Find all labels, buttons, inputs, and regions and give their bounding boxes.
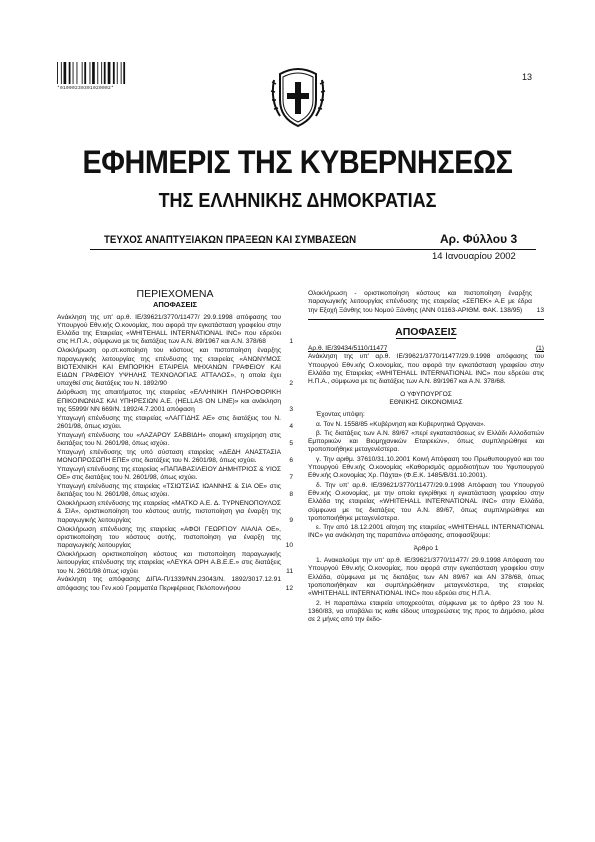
toc-text: Υπαγωγή επένδυσης της εταιρείας «ΛΑΓΓΙΔΗΣ ΑΕ» στις διατάξεις του Ν. 2601/98, όπως ισχύει. <box>57 414 281 430</box>
recital-paragraph: δ. Την υπ' αρ.θ. ΙΕ/39621/3770/11477/29.9.1998 Απόφαση του Υπουργού Εθν.κής Ο.κονομίας, με την οποία εγκρίθηκε η εγκατάσταση γραφείου στην Ελλάδα της εταιρείας «WHITEHALL INTERNATIONAL INC» στην Ελλάδα, σύμφωνα με τις διατάξεις του Α.Ν. 89/67, όπως συμπληρώθηκε και τροποποιήθηκε μεταγενέστερα. <box>308 481 544 522</box>
toc-page: 1 <box>289 338 293 346</box>
toc-text: Ανάκληση της υπ' αρ.θ. ΙΕ/39621/3770/11477/ 29.9.1998 απόφασης του Υπουργού Εθν.κής Ο.κονομίας, που αφορά την εγκατάσταση γραφείου στην Ελλάδα της Εταιρείας «WHITEHALL INTERNATIONAL INC» που εδρεύει στις Η.Π.Α., σύμφωνα με τις διατάξεις των Α.Ν. 89/1967 και Α.Ν. 378/68 <box>57 313 281 346</box>
contents-subheading: ΑΠΟΦΑΣΕΙΣ <box>152 300 198 310</box>
contents-list <box>57 314 293 593</box>
list-item <box>57 347 293 388</box>
barcode-bar <box>69 62 71 84</box>
toc-page: 2 <box>289 380 293 388</box>
list-item <box>57 415 293 432</box>
list-item <box>57 576 293 593</box>
coat-of-arms-emblem <box>270 66 326 130</box>
list-item <box>57 500 293 525</box>
sheet-label: Αρ. Φύλλου <box>440 232 508 246</box>
article-paragraph: 1. Ανακαλούμε την υπ' αρ.θ. ΙΕ/39621/3770/11477/ 29.9.1998 Απόφαση του Υπουργού Εθν.κής Ο.κονομίας, που αφορά στην εγκατάσταση γραφείου στην Ελλάδα, σύμφωνα με τις διατάξεις των ΑΝ 89/67 και ΑΝ 378/68, όπως τροποποιήθηκαν και συμπληρώθηκαν μεταγενέστερα, της εταιρείας «WHITEHALL INTERNATIONAL INC» που εδρεύει στις Η.Π.Α. <box>308 557 544 598</box>
decisions-heading: ΑΠΟΦΑΣΕΙΣ <box>395 325 457 338</box>
recital-paragraph: β. Τις διατάξεις των Α.Ν. 89/67 «περί εγκαταστάσεως εν Ελλάδι Αλλοδαπών Εμπορικών και Βιομηχανικών Εταιρειών», όπως συμπληρώθηκε και τροποποιήθηκε μεταγενέστερα. <box>308 429 544 454</box>
barcode-bar <box>92 62 95 84</box>
divider <box>308 319 544 320</box>
barcode-bar <box>117 62 118 84</box>
barcode-bar <box>108 62 111 84</box>
list-item <box>57 449 293 466</box>
barcode-bar <box>113 62 115 84</box>
toc-text: Διόρθωση της απαιτήματος της εταιρείας «ΕΛΛΗΝΙΚΗ ΠΛΗΡΟΦΟΡΙΚΗ ΕΠΙΚΟΙΝΩΝΙΑΣ ΚΑΙ ΥΠΗΡΕΣΙΩΝ Α.Ε. (HELLAS ON LINE)» και ανάκληση της 55999/ ΝΝ 669/Ν. 1892/4.7.2001 απόφαση <box>57 389 281 413</box>
recital-paragraph: γ. Την αριθμ. 37610/31.10.2001 Κοινή Απόφαση του Πρωθυπουργού και του Υπουργού Εθν.κής Ο.κονομίας «Καθορισμός αρμοδιοτήτων του Υφυπουργού Εθν.κής Ο.κονομίας Χρ. Πάχτα» (Φ.Ε.Κ. 1485/Β/31.10.2001). <box>308 455 544 480</box>
toc-page: 7 <box>289 474 293 482</box>
reference-number: Αρ.θ. ΙΕ/39434/5110/11477 <box>308 345 388 353</box>
article-title: Άρθρο 1 <box>413 544 439 552</box>
header-rule <box>90 249 536 250</box>
authority-ministry: ΕΘΝΙΚΗΣ ΟΙΚΟΝΟΜΙΑΣ <box>389 398 463 406</box>
recital-paragraph: α. Τον Ν. 1558/85 «Κυβέρνηση και Κυβερνητικά Όργανα». <box>316 420 486 428</box>
page-number: 13 <box>522 72 533 82</box>
toc-page: 12 <box>285 584 293 592</box>
list-item <box>57 432 293 449</box>
authority-title: Ο ΥΦΥΠΟΥΡΓΟΣ <box>400 390 452 398</box>
barcode-bar <box>101 62 102 84</box>
barcode-bar <box>57 62 58 84</box>
list-item <box>57 466 293 483</box>
barcode-bar <box>97 62 98 84</box>
toc-text: Ολοκλήρωση επένδυσης της εταιρείας «ΜΑΤΚΟ Α.Ε. Δ. ΤΥΡΝΕΝΟΠΟΥΛΟΣ & ΣΙΑ», οριστικοποίηση του κόστους αυτής, πιστοποίηση για έναρξη της παραγωγικής λειτουργίας <box>57 500 281 524</box>
barcode-bar <box>84 62 86 84</box>
barcode-bar <box>73 62 74 84</box>
toc-text: Ολοκλήρωση - οριστικοποίηση κόστους και πιστοποίηση έναρξης παραγωγικής λειτουργίας επένδυσης της εταιρείας «ΣΕΠΕΚ» Α.Ε με έδρα την Εξοχή Ξάνθης του Νομού Ξάνθης (ΑΝΝ 01163-ΑΡΙΘΜ. ΦΑΚ. 138/95) <box>308 290 532 314</box>
toc-text: Ολοκλήρωση επένδυσης της εταιρείας «ΑΦΟΙ ΓΕΩΡΓΙΟΥ ΛΙΑΛΙΑ ΟΕ», οριστικοποίηση του κόστους αυτής, πιστοποίηση για έναρξη της παραγωγικής λειτουργίας <box>57 525 281 550</box>
recitals <box>308 421 544 541</box>
having-regard: Έχοντας υπόψη: <box>316 411 365 419</box>
list-item <box>57 551 293 576</box>
list-item <box>57 389 293 414</box>
toc-page: 11 <box>286 567 293 575</box>
sheet-number <box>440 232 517 246</box>
barcode-bar <box>121 62 122 84</box>
divider <box>396 338 456 339</box>
barcode-bar <box>64 62 67 84</box>
toc-page: 9 <box>289 516 293 524</box>
barcode <box>57 62 145 84</box>
toc-page: 13 <box>536 306 544 314</box>
toc-page: 3 <box>289 405 293 413</box>
barcode-bar <box>90 62 91 84</box>
list-item <box>57 526 293 551</box>
decision-summary: Ανάκληση της υπ' αρ.θ. ΙΕ/39621/3770/11477/29.9.1998 απόφασης του Υπουργού Εθν.κής Ο.κονομίας, που αφορά την εγκατάσταση γραφείου στην Ελλάδα της Εταιρείας «WHITEHALL INTERNATIONAL INC» που εδρεύει στις Η.Π.Α., σύμφωνα με τις διατάξεις των Α.Ν. 89/1967 και Α.Ν. 378/68. <box>308 353 544 386</box>
toc-page: 5 <box>289 440 293 448</box>
list-item <box>57 314 293 347</box>
toc-page: 6 <box>289 457 293 465</box>
list-item <box>57 483 293 500</box>
article-body <box>308 557 544 624</box>
decisions-column <box>308 290 544 625</box>
issue-date: 14 Ιανουαρίου 2002 <box>432 251 516 262</box>
list-item <box>308 290 544 315</box>
toc-text: Υπαγωγή επένδυσης της υπό σύσταση εταιρείας «ΔΕΔΗ ΑΝΑΣΤΑΣΙΑ ΜΟΝΟΠΡΟΣΩΠΗ ΕΠΕ» στις διατάξεις του Ν. 2601/98, όπως ισχύει. <box>57 448 281 465</box>
barcode-bar <box>123 62 125 84</box>
barcode-digits: *01000230301020002* <box>57 86 115 91</box>
toc-page: 4 <box>289 422 293 430</box>
toc-text: Ανάκληση της απόφασης ΔΙΠΑ-Π/1339/ΝΝ.23043/Ν. 1892/3017.12.91 απόφασης του Γεν.κού Γραμματέα Περιφέρειας Πελοποννήσου <box>57 576 281 592</box>
toc-text: Υπαγωγή επένδυσης της εταιρείας «ΠΑΠΑΒΑΣΙΛΕΙΟΥ ΔΗΜΗΤΡΙΟΣ & ΥΙΟΣ ΟΕ» στις διατάξεις του Ν. 2601/98, όπως ισχύει. <box>57 465 281 482</box>
issue-type: ΤΕΥΧΟΣ ΑΝΑΠΤΥΞΙΑΚΩΝ ΠΡΑΞΕΩΝ ΚΑΙ ΣΥΜΒΑΣΕΩΝ <box>104 234 357 246</box>
barcode-bar <box>61 62 62 84</box>
toc-text: Υπαγωγή επένδυσης του «ΛΑΖΑΡΟΥ ΣΑΒΒΙΔΗ» ατομική επιχείρηση στις διατάξεις του Ν. 2601/98, όπως ισχύει. <box>57 431 281 448</box>
gazette-title: ΕΦΗΜΕΡΙΣ ΤΗΣ ΚΥΒΕΡΝΗΣΕΩΣ <box>82 144 513 180</box>
barcode-bar <box>104 62 106 84</box>
toc-text: Ολοκλήρωση οριστικοποίηση κόστους και πιστοποίηση παραγωγικής λειτουργίας επένδυσης της εταιρείας «ΛΕΥΚΑ ΟΡΗ Α.Β.Ε.Ε.» στις διατάξεις του Ν. 2601/98 όπως ισχύει <box>57 550 281 575</box>
toc-text: Υπαγωγή επένδυσης της εταιρείας «ΤΣΙΩΤΣΙΑΣ ΙΩΑΝΝΗΣ & ΣΙΑ ΟΕ» στις διατάξεις του Ν. 2601/98, όπως ισχύει. <box>57 483 281 499</box>
toc-page: 8 <box>289 491 293 499</box>
barcode-bar <box>82 62 83 84</box>
gazette-subtitle: ΤΗΣ ΕΛΛΗΝΙΚΗΣ ΔΗΜΟΚΡΑΤΙΑΣ <box>158 190 437 212</box>
contents-heading: ΠΕΡΙΕΧΟΜΕΝΑ <box>136 288 214 300</box>
authority-block <box>308 391 544 408</box>
toc-page: 10 <box>285 542 293 550</box>
contents-column <box>57 290 293 593</box>
barcode-bar <box>77 62 78 84</box>
sheet-value: 3 <box>510 232 518 246</box>
article-paragraph: 2. Η παραπάνω εταιρεία υποχρεούται, σύμφωνα με το άρθρο 23 του Ν. 1360/83, να υποβάλει τις καθε είδους υποχρεώσεις της προς το Δημόσιο, μέσα σε 2 μήνες από την έκδο- <box>308 599 544 624</box>
recital-paragraph: ε. Την από 18.12.2001 αίτηση της εταιρείας «WHITEHALL INTERNATIONAL INC» για ανάκληση της παραπάνω απόφασης, αποφασίζουμε: <box>308 524 544 540</box>
reference-index: (1) <box>535 345 544 353</box>
toc-text: Ολοκλήρωση ορ.στ.κοποίηση του κόστους και πιστοποίηση έναρξης παραγωγικής λειτουργίας της επένδυσης της εταιρείας «ΑΝΩΝΥΜΟΣ ΒΙΟΤΕΧΝΙΚΗ ΚΑΙ ΕΜΠΟΡΙΚΗ ΕΤΑΙΡΕΙΑ ΜΗΧΑΝΩΝ ΓΡΑΦΕΙΟΥ ΚΑΙ ΕΙΔΩΝ ΓΡΑΦΕΙΟΥ ΥΨΗΛΗΣ ΤΕΧΝΟΛΟΓΙΑΣ ΑΤΤΑΛΟΣ», η οποία έχει υπαχθεί στις διατάξεις του Ν. 1892/90 <box>57 347 281 388</box>
